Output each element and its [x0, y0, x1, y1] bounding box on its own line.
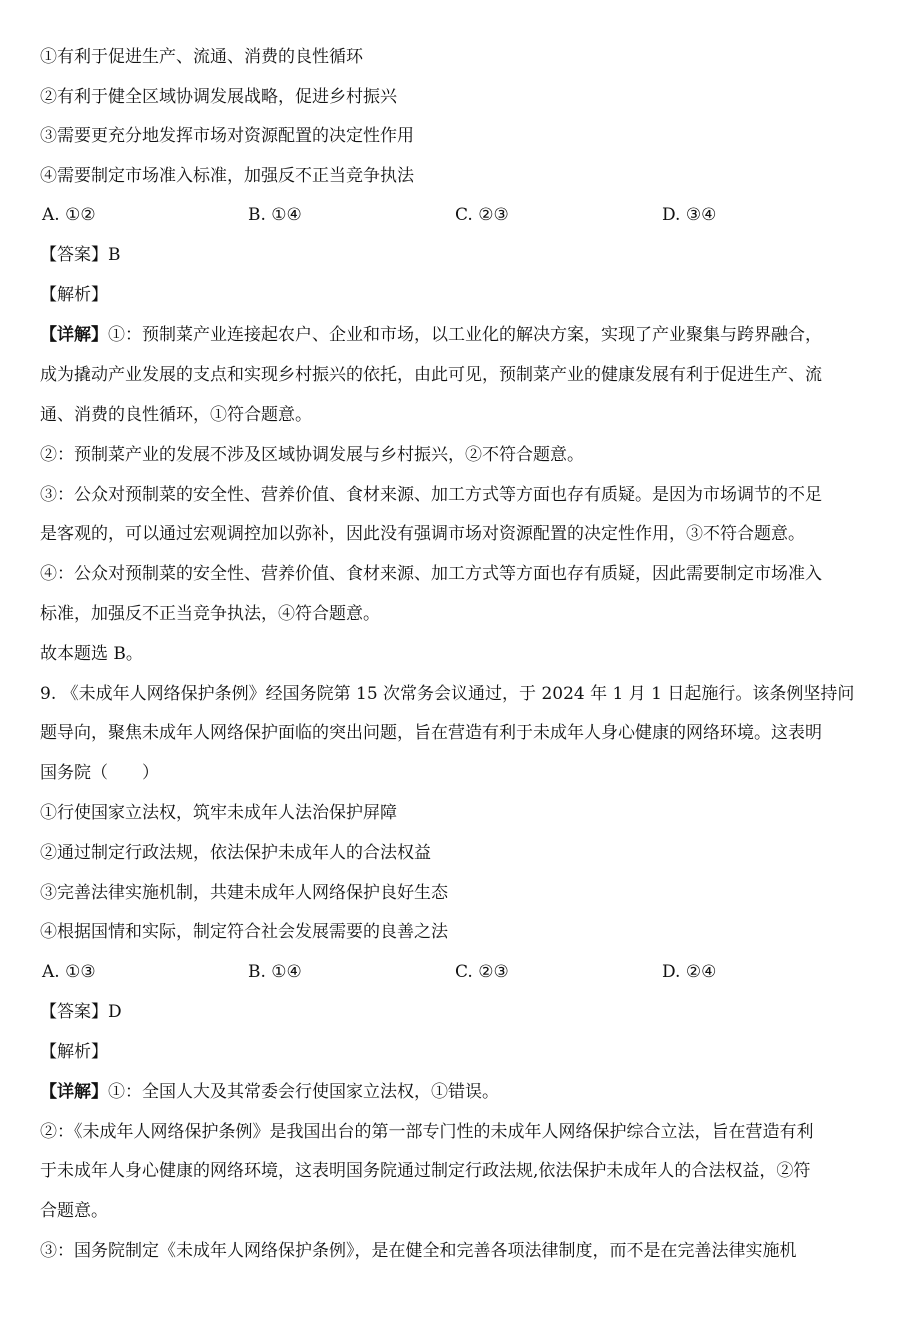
statement-3: ③完善法律实施机制，共建未成年人网络保护良好生态	[40, 883, 448, 903]
option-d: D. ③④	[662, 205, 717, 225]
detail-line	[40, 1081, 870, 1103]
question-stem: 国务院（ ）	[40, 763, 159, 783]
detail-line: ③：国务院制定《未成年人网络保护条例》，是在健全和完善各项法律制度，而不是在完善法律实施机	[40, 1241, 797, 1261]
detail-line: 合题意。	[40, 1201, 108, 1221]
statement-3: ③需要更充分地发挥市场对资源配置的决定性作用	[40, 126, 414, 146]
statement-2: ②通过制定行政法规，依法保护未成年人的合法权益	[40, 843, 431, 863]
analysis-label: 【解析】	[40, 285, 108, 305]
detail-line: ②：《未成年人网络保护条例》是我国出台的第一部专门性的未成年人网络保护综合立法，旨在营造有利	[40, 1122, 814, 1142]
detail-line	[40, 324, 870, 346]
option-b: B. ①④	[248, 962, 302, 982]
detail-line: ④：公众对预制菜的安全性、营养价值、食材来源、加工方式等方面也存有质疑，因此需要制定市场准入	[40, 564, 822, 584]
detail-text: ①：预制菜产业连接起农户、企业和市场，以工业化的解决方案，实现了产业聚集与跨界融合，	[108, 325, 822, 345]
conclusion: 故本题选 B。	[40, 644, 143, 664]
statement-1: ①有利于促进生产、流通、消费的良性循环	[40, 47, 363, 67]
option-a: A. ①②	[42, 205, 96, 225]
option-c: C. ②③	[455, 205, 509, 225]
detail-line: 是客观的，可以通过宏观调控加以弥补，因此没有强调市场对资源配置的决定性作用，③不符合题意。	[40, 524, 805, 544]
statement-1: ①行使国家立法权，筑牢未成年人法治保护屏障	[40, 803, 397, 823]
detail-line: ③：公众对预制菜的安全性、营养价值、食材来源、加工方式等方面也存有质疑。是因为市场调节的不足	[40, 485, 822, 505]
detail-line: 于未成年人身心健康的网络环境，这表明国务院通过制定行政法规,依法保护未成年人的合法权益，②符	[40, 1161, 811, 1181]
answer-label: 【答案】D	[40, 1002, 122, 1022]
question-stem: 9. 《未成年人网络保护条例》经国务院第 15 次常务会议通过，于 2024 年 1 月 1 日起施行。该条例坚持问	[40, 684, 855, 704]
detail-line: ②：预制菜产业的发展不涉及区域协调发展与乡村振兴，②不符合题意。	[40, 445, 584, 465]
statement-2: ②有利于健全区域协调发展战略，促进乡村振兴	[40, 87, 397, 107]
option-b: B. ①④	[248, 205, 302, 225]
detail-heading: 【详解】	[40, 1082, 108, 1102]
detail-heading: 【详解】	[40, 325, 108, 345]
detail-line: 通、消费的良性循环，①符合题意。	[40, 405, 312, 425]
option-d: D. ②④	[662, 962, 717, 982]
detail-line: 成为撬动产业发展的支点和实现乡村振兴的依托，由此可见，预制菜产业的健康发展有利于促进生产、流	[40, 365, 822, 385]
question-stem: 题导向，聚焦未成年人网络保护面临的突出问题，旨在营造有利于未成年人身心健康的网络环境。这表明	[40, 723, 822, 743]
detail-text: ①：全国人大及其常委会行使国家立法权，①错误。	[108, 1082, 499, 1102]
statement-4: ④根据国情和实际，制定符合社会发展需要的良善之法	[40, 922, 448, 942]
analysis-label: 【解析】	[40, 1042, 108, 1062]
option-c: C. ②③	[455, 962, 509, 982]
statement-4: ④需要制定市场准入标准，加强反不正当竞争执法	[40, 166, 414, 186]
option-a: A. ①③	[42, 962, 96, 982]
detail-line: 标准，加强反不正当竞争执法，④符合题意。	[40, 604, 380, 624]
answer-label: 【答案】B	[40, 245, 121, 265]
